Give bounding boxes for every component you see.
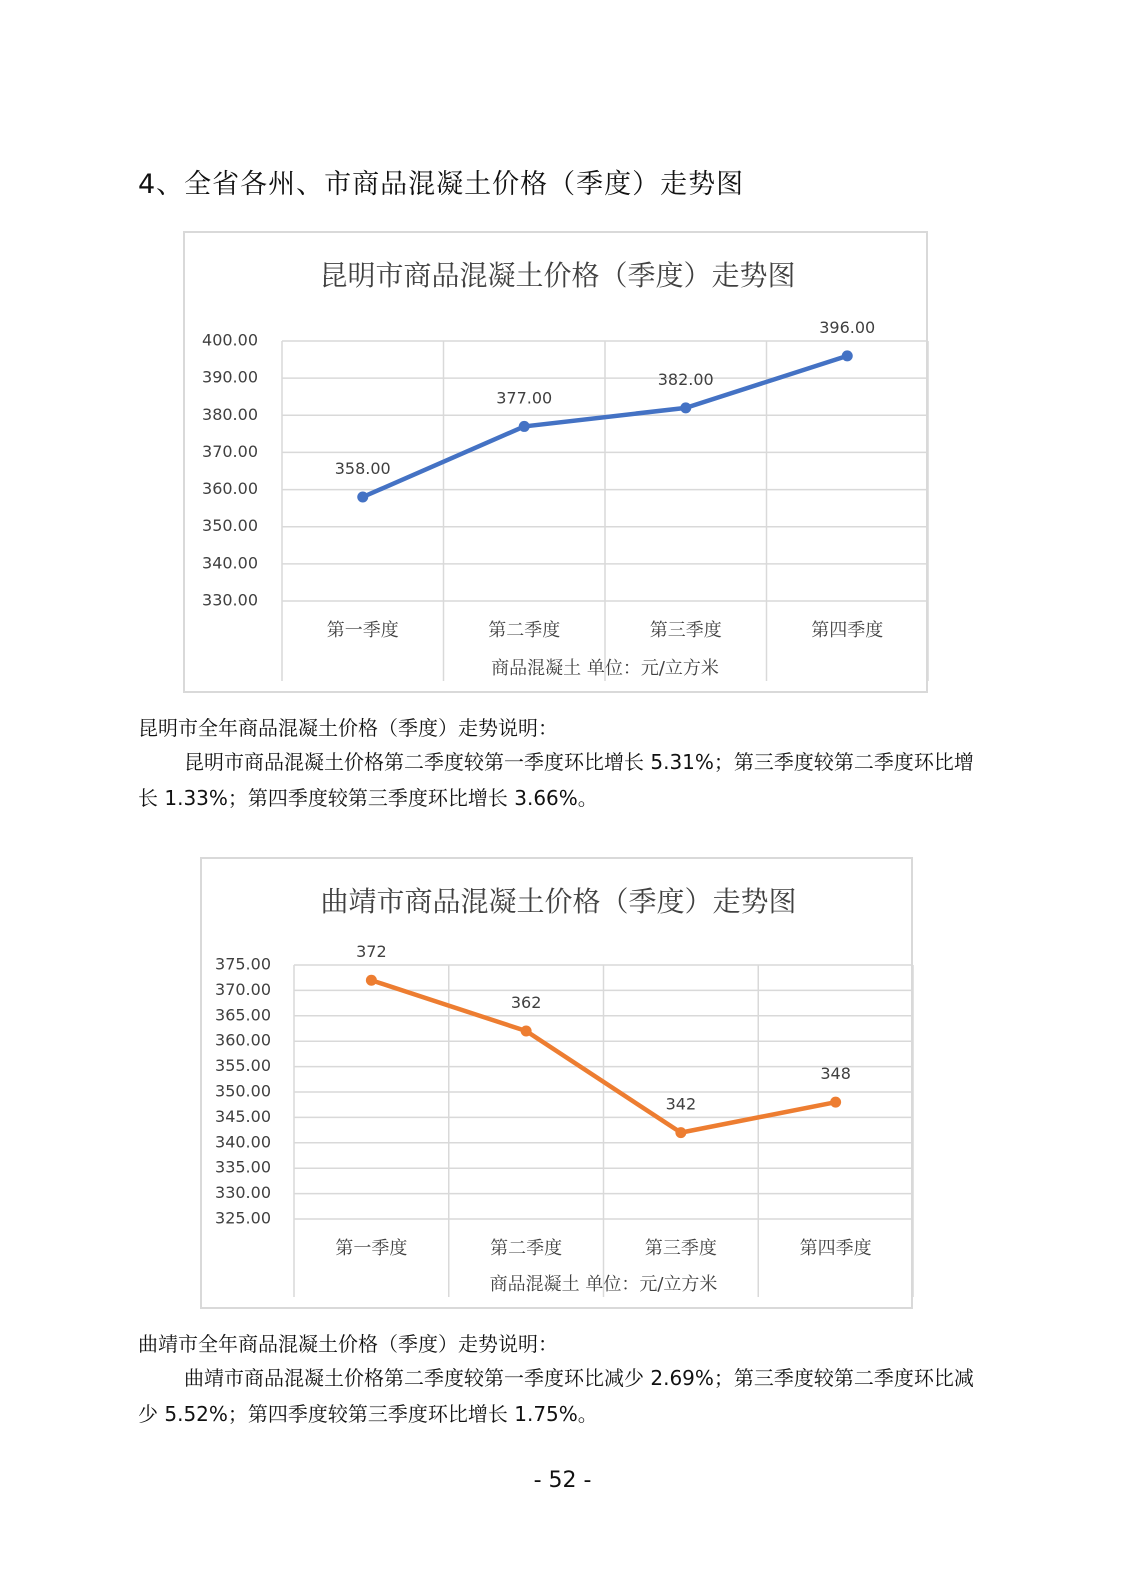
x-category-label: 第二季度 (488, 620, 561, 641)
y-tick-label: 340.00 (202, 553, 258, 573)
data-label: 377.00 (496, 388, 553, 408)
x-category-label: 第四季度 (811, 620, 884, 641)
data-label: 382.00 (657, 369, 714, 389)
y-tick-label: 360.00 (202, 479, 258, 499)
data-label: 358.00 (334, 459, 391, 478)
x-category-label: 第四季度 (799, 1238, 872, 1259)
y-tick-label: 400.00 (202, 330, 258, 350)
y-tick-label: 375.00 (215, 954, 271, 974)
x-category-label: 第二季度 (490, 1238, 563, 1259)
qujing-chart (200, 857, 913, 1309)
y-tick-label: 370.00 (202, 441, 258, 461)
data-point (519, 421, 530, 432)
kunming-chart (183, 231, 928, 693)
section-heading: 4、全省各州、市商品混凝土价格（季度）走势图 (138, 169, 745, 200)
y-tick-label: 390.00 (202, 367, 258, 387)
y-tick-label: 370.00 (215, 979, 271, 999)
data-label: 348 (820, 1064, 851, 1084)
y-tick-label: 325.00 (215, 1208, 271, 1228)
y-tick-label: 350.00 (202, 516, 258, 536)
y-tick-label: 330.00 (202, 590, 258, 610)
y-tick-label: 360.00 (215, 1030, 271, 1050)
y-tick-label: 335.00 (215, 1157, 271, 1177)
y-tick-label: 380.00 (202, 404, 258, 424)
data-point (842, 350, 853, 361)
data-label: 342 (665, 1094, 697, 1114)
page-number: - 52 - (533, 1468, 592, 1493)
data-label: 372 (356, 942, 387, 962)
data-point (366, 975, 377, 986)
data-point (830, 1097, 841, 1108)
kunming-explanation-title: 昆明市全年商品混凝土价格（季度）走势说明： (138, 716, 558, 740)
y-tick-label: 345.00 (215, 1106, 271, 1126)
y-tick-label: 350.00 (215, 1081, 271, 1101)
data-label: 362 (510, 993, 542, 1013)
x-category-label: 第三季度 (649, 620, 722, 641)
y-tick-label: 365.00 (215, 1005, 271, 1025)
kunming-explanation-body: 昆明市商品混凝土价格第二季度较第一季度环比增长 5.31%；第三季度较第二季度环比增长 1.33%；第四季度较第三季度环比增长 3.66%。 (138, 750, 974, 810)
y-tick-label: 330.00 (215, 1183, 271, 1203)
y-tick-label: 355.00 (215, 1056, 271, 1076)
qujing-chart-svg (202, 859, 915, 1311)
x-category-label: 第一季度 (335, 1238, 408, 1259)
qujing-explanation-title: 曲靖市全年商品混凝土价格（季度）走势说明： (138, 1332, 558, 1356)
data-point (675, 1127, 686, 1138)
x-category-label: 第三季度 (644, 1238, 717, 1259)
kunming-chart-svg (185, 233, 930, 695)
x-axis-title: 商品混凝土 单位：元/立方米 (491, 658, 719, 679)
data-label: 396.00 (819, 317, 876, 337)
x-axis-title: 商品混凝土 单位：元/立方米 (489, 1274, 718, 1295)
data-point (680, 402, 691, 413)
data-point (521, 1026, 532, 1037)
chart-title: 曲靖市商品混凝土价格（季度）走势图 (320, 885, 797, 918)
data-point (357, 492, 368, 503)
chart-title: 昆明市商品混凝土价格（季度）走势图 (319, 259, 796, 292)
qujing-explanation-body: 曲靖市商品混凝土价格第二季度较第一季度环比减少 2.69%；第三季度较第二季度环比减少 5.52%；第四季度较第三季度环比增长 1.75%。 (138, 1366, 974, 1426)
y-tick-label: 340.00 (215, 1132, 271, 1152)
x-category-label: 第一季度 (326, 620, 399, 641)
